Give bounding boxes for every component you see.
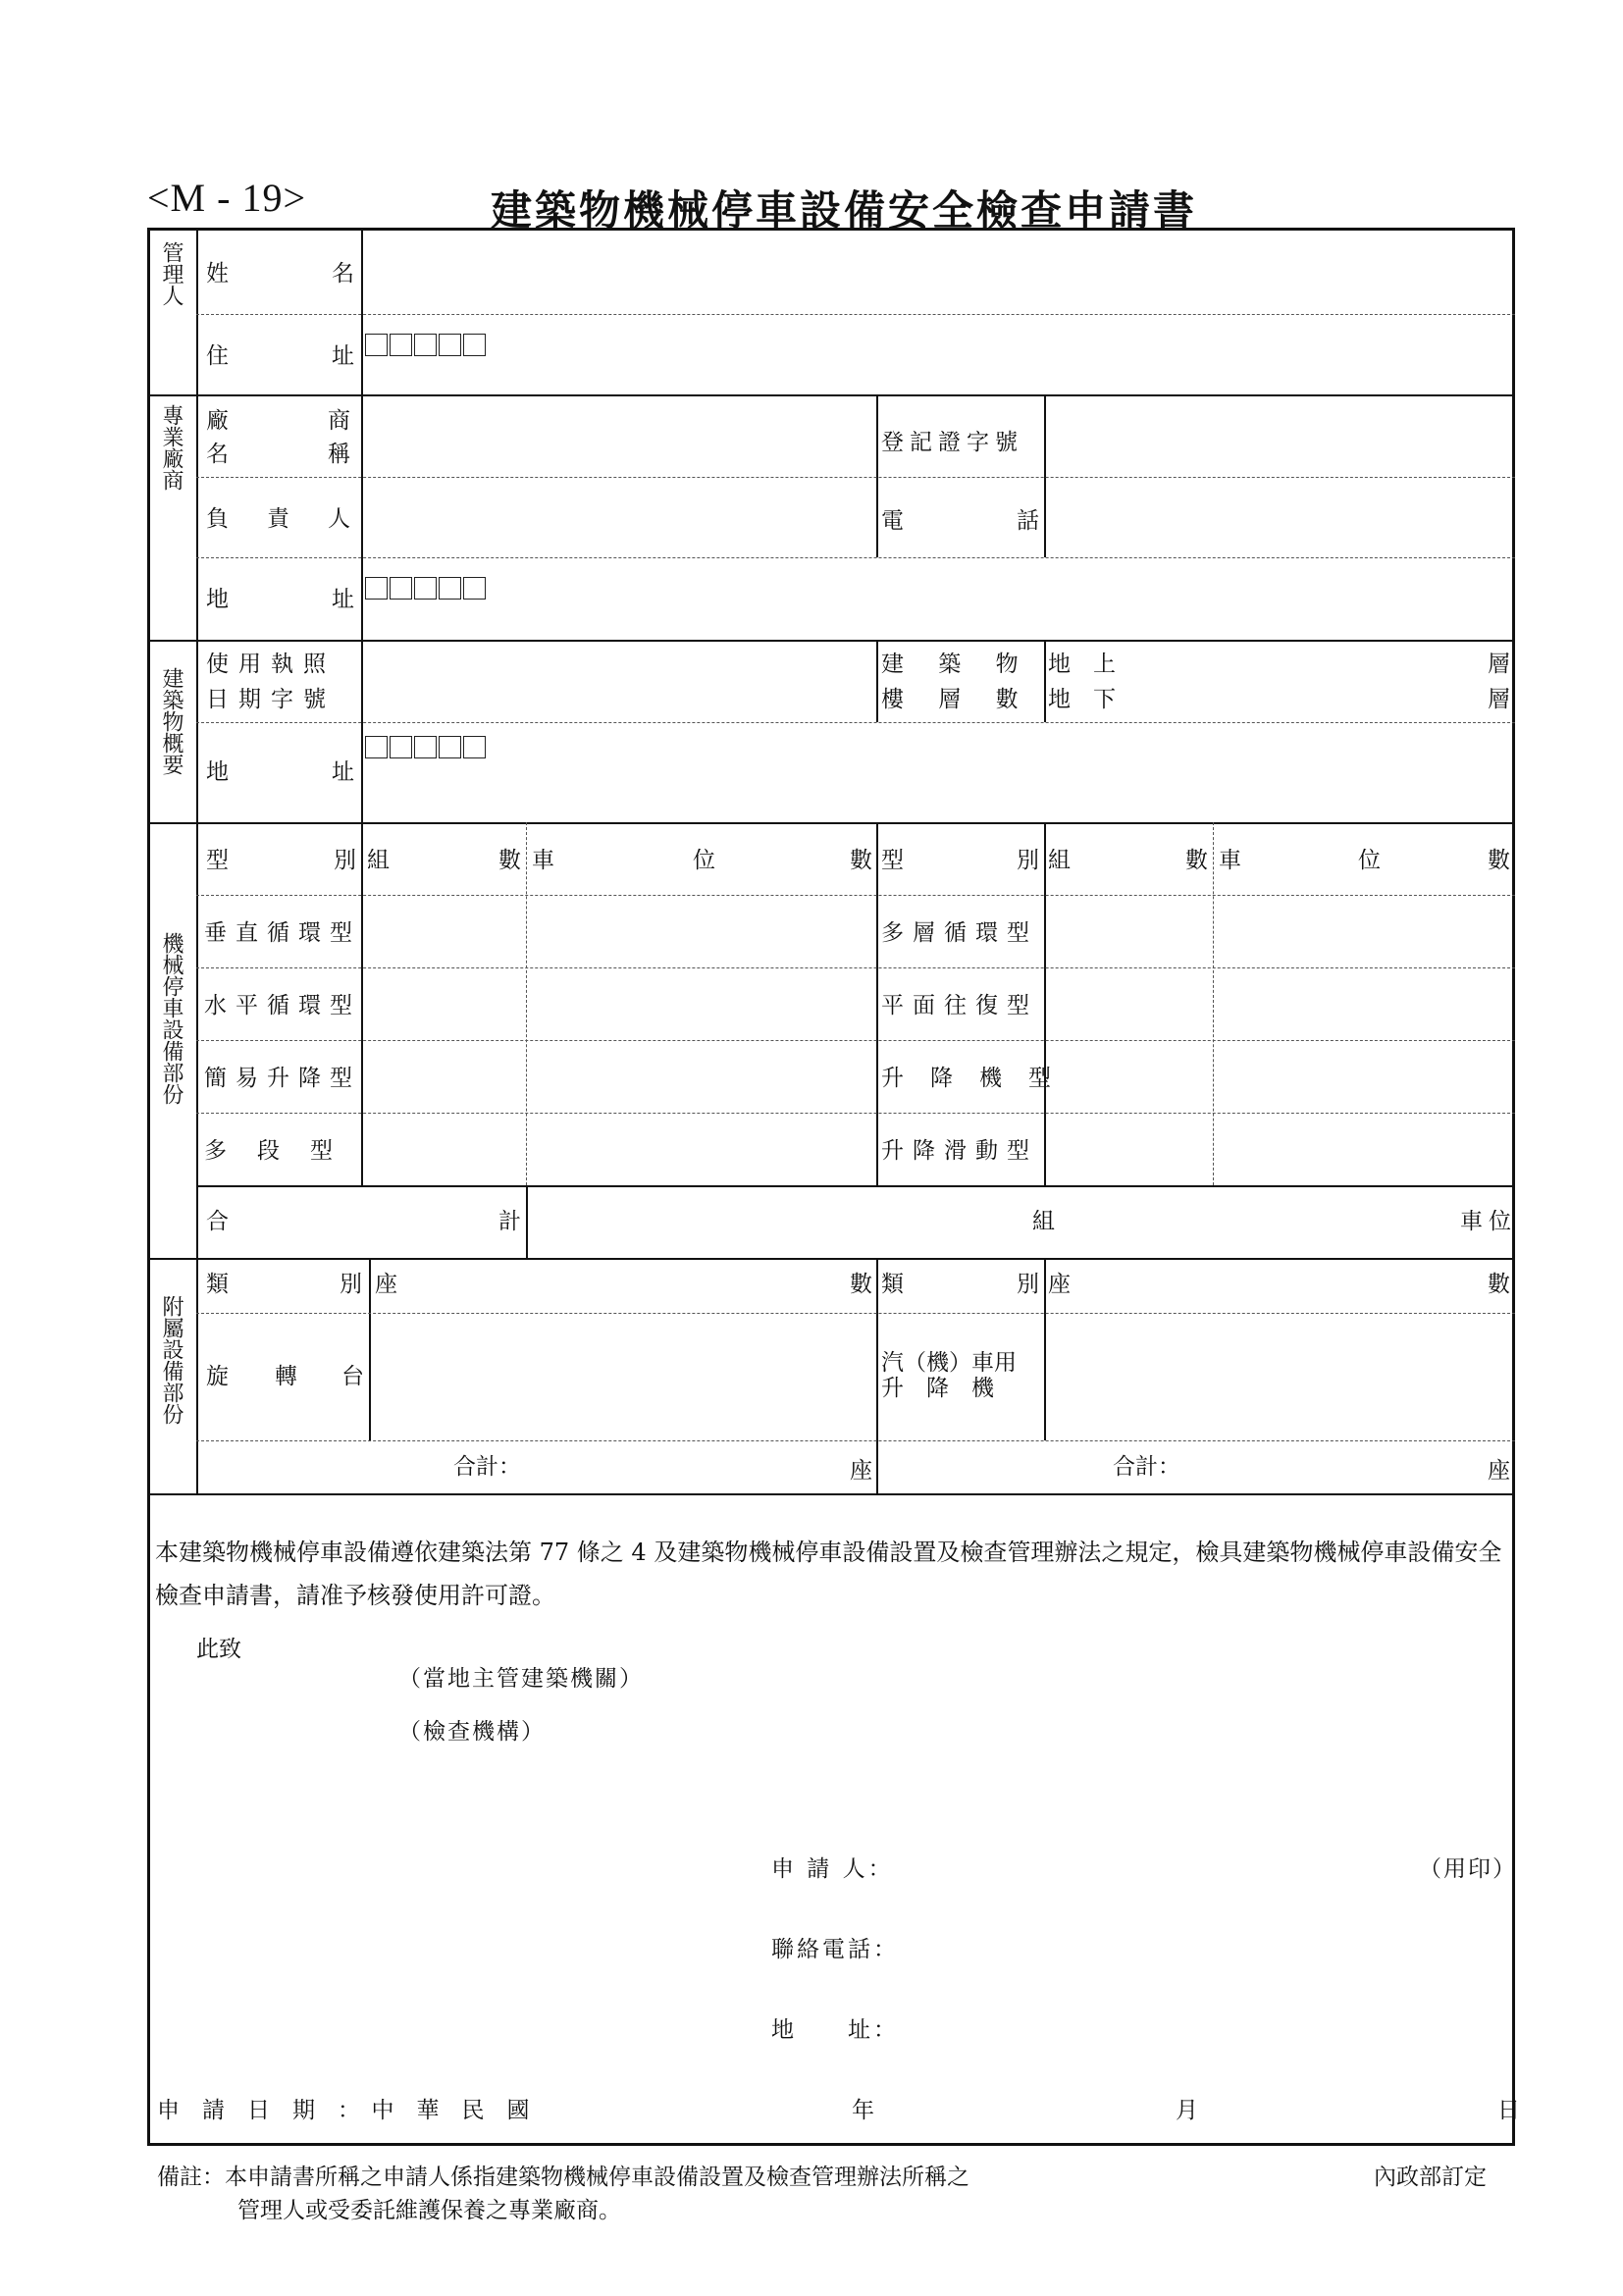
ancillary-section-label: 附屬設備部份 (159, 1295, 183, 1425)
license-label-line2: 日期字號 (206, 687, 336, 712)
building-section-label: 建築物概要 (159, 667, 183, 775)
total-group-unit: 組 (1032, 1209, 1055, 1234)
column-divider (1044, 822, 1046, 1185)
contact-phone-label: 聯絡電話： (771, 1937, 899, 1962)
postal-code-boxes[interactable] (365, 577, 486, 600)
right-subtotal-unit: 座 (1488, 1458, 1510, 1484)
left-subtotal-label: 合計： (453, 1454, 521, 1480)
company-label-a1: 廠 (206, 408, 229, 434)
anc-col-type-a: 類 (206, 1272, 229, 1297)
anc-col-count-a: 座 (1048, 1272, 1071, 1297)
col-spot-label-b: 位 (1358, 848, 1381, 873)
column-divider (526, 1185, 528, 1258)
col-spot-label-c: 數 (1488, 848, 1510, 873)
declaration-text: 本建築物機械停車設備遵依建築法第 77 條之 4 及建築物機械停車設備設置及檢查管理辦法之規定，檢具建築物機械停車設備安全檢查申請書，請准予核發使用許可證。 (155, 1539, 1502, 1609)
row-divider (196, 1040, 1515, 1041)
row-divider (196, 967, 1515, 968)
column-divider (361, 228, 363, 394)
authority-placeholder: （當地主管建築機關） (398, 1666, 644, 1692)
col-type-label-b: 別 (334, 848, 356, 873)
column-divider (876, 822, 878, 1185)
type-elevator: 升 降 機 型 (881, 1066, 1053, 1091)
section-divider (147, 640, 1515, 642)
company-label-b1: 商 (328, 408, 350, 434)
row-divider (196, 477, 1515, 478)
column-divider (1044, 1258, 1046, 1440)
vendor-section-label: 專業廠商 (159, 404, 183, 491)
col-type-label-b: 別 (1017, 848, 1039, 873)
floors-label-line2: 樓 層 數 (881, 687, 1032, 712)
salutation: 此致 (196, 1637, 241, 1662)
floors-label-line1: 建 築 物 (881, 652, 1032, 677)
form-code: <M - 19> (147, 176, 307, 220)
row-divider (196, 1185, 1515, 1187)
building-address-label-b: 址 (332, 759, 354, 785)
vendor-address-label-b: 址 (332, 587, 354, 612)
anc-col-count-b: 數 (1488, 1272, 1510, 1297)
column-divider (369, 1258, 371, 1440)
column-divider (876, 394, 878, 557)
column-divider (1213, 822, 1214, 1185)
row-divider (196, 314, 1515, 315)
type-multi-level-circulation: 多層循環型 (881, 920, 1038, 946)
section-divider (147, 822, 1515, 824)
issuer-note: 內政部訂定 (1374, 2165, 1487, 2190)
col-spot-label-b: 位 (693, 848, 715, 873)
seal-label: （用印） (1419, 1856, 1517, 1882)
row-divider (196, 1113, 1515, 1114)
form-title: 建築物機械停車設備安全檢查申請書 (491, 186, 1198, 235)
vendor-address-label-a: 地 (206, 587, 229, 612)
col-group-label-b: 數 (498, 848, 521, 873)
applicant-address-label: 地 址： (771, 2017, 899, 2043)
column-divider (361, 640, 363, 822)
registration-cert-label: 登記證字號 (881, 430, 1023, 455)
above-ground-label: 地 上 (1048, 652, 1116, 677)
name-label-b: 名 (332, 261, 354, 287)
floor-unit: 層 (1488, 687, 1510, 712)
address-label-b: 址 (332, 343, 354, 369)
row-divider (196, 895, 1515, 896)
column-divider (361, 394, 363, 640)
anc-col-type-b: 別 (1017, 1272, 1039, 1297)
row-divider (196, 722, 1515, 723)
vehicle-lift-label-line1: 汽（機）車用 (881, 1350, 1017, 1376)
turntable-label-b: 轉 (275, 1364, 297, 1389)
owner-label-c: 人 (328, 506, 350, 532)
date-month-unit: 月 (1176, 2098, 1198, 2123)
remark-line2: 管理人或受委託維護保養之專業廠商。 (237, 2198, 621, 2223)
building-address-label-a: 地 (206, 759, 229, 785)
name-label-a: 姓 (206, 261, 229, 287)
right-subtotal-label: 合計： (1113, 1454, 1180, 1480)
postal-code-boxes[interactable] (365, 736, 486, 758)
date-day-unit: 日 (1497, 2098, 1520, 2123)
column-divider (1044, 394, 1046, 557)
manager-section-label: 管理人 (159, 241, 183, 306)
total-spot-unit: 車位 (1460, 1209, 1517, 1234)
section-divider (147, 394, 1515, 396)
type-planar-reciprocating: 平面往復型 (881, 993, 1038, 1018)
company-label-a2: 名 (206, 442, 229, 467)
label-column-divider (196, 228, 198, 1493)
application-date-label: 申 請 日 期 ： 中 華 民 國 (157, 2098, 530, 2123)
column-divider (1044, 640, 1046, 722)
type-simple-lift: 簡易升降型 (204, 1066, 361, 1091)
left-subtotal-unit: 座 (850, 1458, 872, 1484)
total-label-a: 合 (206, 1209, 229, 1234)
type-multi-stage: 多 段 型 (204, 1138, 337, 1164)
col-group-label-b: 數 (1185, 848, 1208, 873)
anc-col-type-a: 類 (881, 1272, 904, 1297)
mechanical-section-label: 機械停車設備部份 (159, 932, 183, 1105)
col-spot-label-c: 數 (850, 848, 872, 873)
phone-label-a: 電 (881, 508, 904, 534)
type-lift-slide: 升降滑動型 (881, 1138, 1038, 1164)
row-divider (196, 1440, 1515, 1441)
anc-col-type-b: 別 (340, 1272, 362, 1297)
section-divider (147, 1258, 1515, 1260)
phone-label-b: 話 (1017, 508, 1039, 534)
turntable-label-a: 旋 (206, 1364, 229, 1389)
company-label-b2: 稱 (328, 442, 350, 467)
applicant-label: 申 請 人： (771, 1856, 894, 1882)
anc-col-count-b: 數 (850, 1272, 872, 1297)
owner-label-a: 負 (206, 506, 229, 532)
column-divider (876, 640, 878, 722)
column-divider (876, 1258, 878, 1493)
col-spot-label-a: 車 (532, 848, 554, 873)
section-divider (147, 1493, 1515, 1495)
col-group-label-a: 組 (1048, 848, 1071, 873)
type-horizontal-circulation: 水平循環型 (204, 993, 361, 1018)
remark-line1: 備註：本申請書所稱之申請人係指建築物機械停車設備設置及檢查管理辦法所稱之 (157, 2165, 969, 2190)
column-divider (526, 822, 527, 1185)
col-type-label-a: 型 (206, 848, 229, 873)
owner-label-b: 責 (267, 506, 289, 532)
turntable-label-c: 台 (341, 1364, 364, 1389)
total-label-b: 計 (498, 1209, 521, 1234)
anc-col-count-a: 座 (375, 1272, 397, 1297)
col-spot-label-a: 車 (1219, 848, 1241, 873)
row-divider (196, 1313, 1515, 1314)
below-ground-label: 地 下 (1048, 687, 1116, 712)
address-label-a: 住 (206, 343, 229, 369)
row-divider (196, 557, 1515, 558)
inspector-placeholder: （檢查機構） (398, 1719, 546, 1745)
vehicle-lift-label-line2: 升 降 機 (881, 1376, 994, 1401)
floor-unit: 層 (1488, 652, 1510, 677)
col-group-label-a: 組 (367, 848, 390, 873)
date-year-unit: 年 (852, 2098, 874, 2123)
license-label-line1: 使用執照 (206, 652, 336, 677)
column-divider (361, 822, 363, 1185)
type-vertical-circulation: 垂直循環型 (204, 920, 361, 946)
postal-code-boxes[interactable] (365, 334, 486, 356)
col-type-label-a: 型 (881, 848, 904, 873)
